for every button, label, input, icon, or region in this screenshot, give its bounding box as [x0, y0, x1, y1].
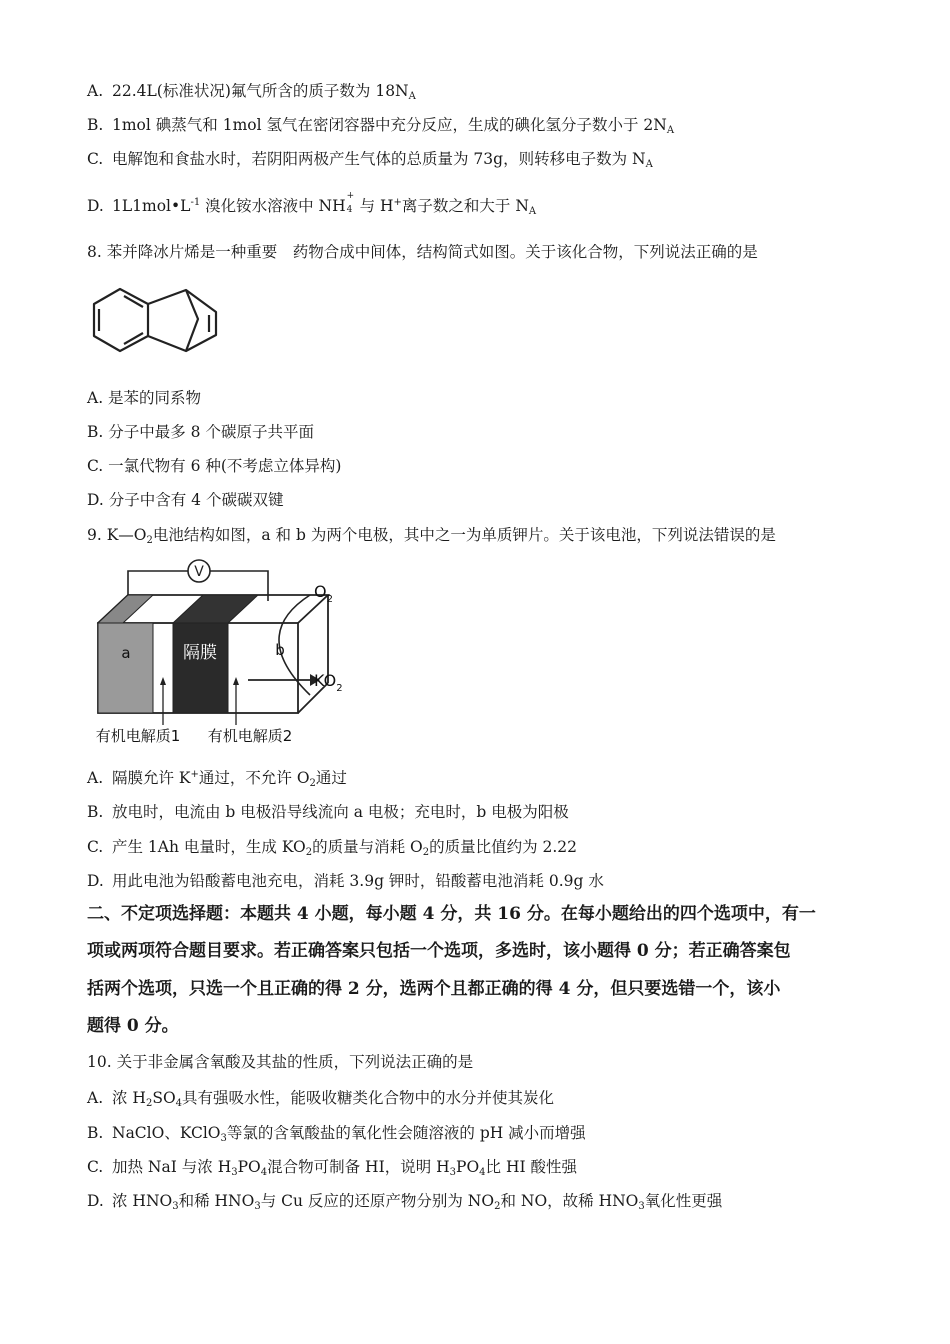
q10-option-c: C. 加热 NaI 与浓 $H_3PO_4$混合物可制备 HI，说明 $H_3PO_4$比 HI 酸性强: [87, 1158, 578, 1178]
option-label: D.: [87, 197, 104, 215]
q7-option-a: A. 22.4L(标准状况)氟气所含的质子数为 $18N_A$: [87, 82, 416, 102]
electrode-b-label: b: [275, 641, 285, 659]
svg-text:KO2: [314, 671, 343, 694]
bicyclic-ring: [148, 290, 216, 351]
electrode-a-label: a: [121, 644, 131, 662]
electrolyte1-label: 有机电解质1: [95, 727, 181, 745]
section2-line1: 二、不定项选择题：本题共 4 小题，每小题 4 分，共 16 分。在每小题给出的四个选项中，有一: [87, 904, 816, 924]
q9-option-c: C. 产生 1Ah 电量时，生成 $KO_2$的质量与消耗 $O_2$的质量比值约为 2.22: [87, 838, 578, 858]
q9-option-d: D. 用此电池为铅酸蓄电池充电，消耗 3.9g 钾时，铅酸蓄电池消耗 0.9g 水: [87, 872, 604, 890]
electrolyte2-label: 有机电解质2: [207, 727, 293, 745]
option-label: C.: [87, 838, 104, 856]
q8-option-c: C. 一氯代物有 6 种(不考虑立体异构): [87, 457, 342, 475]
svg-text:O2: [314, 582, 333, 605]
q7-option-d: D. $1L1mol•L^{-1}$ 溴化铵水溶液中 NH + 4 与 H+离子数之和大于 $N_A$: [87, 191, 537, 217]
option-label: B.: [87, 116, 104, 134]
section2-line3: 括两个选项，只选一个且正确的得 2 分，选两个且都正确的得 4 分，但只要选错一个，该小: [87, 979, 781, 999]
option-label: A.: [87, 769, 104, 787]
option-label: A.: [87, 1089, 104, 1107]
q8-option-a: A. 是苯的同系物: [87, 389, 202, 407]
q9-option-b: B. 放电时，电流由 b 电极沿导线流向 a 电极；充电时，b 电极为阳极: [87, 803, 569, 821]
electrode-a: [98, 623, 153, 713]
option-label: B.: [87, 803, 104, 821]
k-o2-battery-diagram: [88, 555, 358, 750]
benzonorbornadiene-structure: [88, 276, 228, 366]
q7-option-b: B. 1mol 碘蒸气和 1mol 氢气在密闭容器中充分反应，生成的碘化氢分子数小于 $2N_A$: [87, 116, 675, 136]
q9-option-a: A. 隔膜允许 K+通过，不允许 $O_2$通过: [87, 769, 347, 789]
q8-option-d: D. 分子中含有 4 个碳碳双键: [87, 491, 284, 509]
ko2-label: KO: [314, 671, 337, 690]
benzene-ring: [94, 289, 148, 351]
q10-option-a: A. 浓 $H_2SO_4$具有强吸水性，能吸收糖类化合物中的水分并使其炭化: [87, 1089, 555, 1109]
q8-option-b: B. 分子中最多 8 个碳原子共平面: [87, 423, 314, 441]
q9-stem: 9. $K—O_2$电池结构如图，a 和 b 为两个电极，其中之一为单质钾片。关于该电池，下列说法错误的是: [87, 526, 776, 546]
option-label: D.: [87, 872, 104, 890]
voltmeter-label: V: [194, 564, 204, 580]
membrane-label: 隔膜: [183, 643, 217, 663]
q8-stem: 8. 苯并降冰片烯是一种重要 药物合成中间体，结构简式如图。关于该化合物，下列说法正确的是: [87, 243, 758, 261]
methylene-bridge: [186, 290, 198, 351]
option-label: C.: [87, 1158, 104, 1176]
q10-option-d: D. 浓 $HNO_3$和稀 $HNO_3$与 Cu 反应的还原产物分别为 $NO_2$和 NO，故稀 $HNO_3$氧化性更强: [87, 1192, 723, 1212]
o2-subscript: 2: [326, 594, 333, 605]
membrane: [173, 623, 228, 713]
q10-stem: 10. 关于非金属含氧酸及其盐的性质，下列说法正确的是: [87, 1053, 474, 1071]
option-label: C.: [87, 150, 104, 168]
q7-option-c: C. 电解饱和食盐水时，若阴阳两极产生气体的总质量为 73g，则转移电子数为 $N_A$: [87, 150, 653, 170]
section2-line2: 项或两项符合题目要求。若正确答案只包括一个选项，多选时，该小题得 0 分；若正确答案包: [87, 941, 791, 961]
o2-label: O: [314, 582, 327, 601]
section2-line4: 题得 0 分。: [87, 1016, 179, 1036]
option-label: A.: [87, 82, 104, 100]
q10-option-b: B. NaClO、KClO$_3$等氯的含氧酸盐的氧化性会随溶液的 pH 减小而增强: [87, 1124, 586, 1144]
option-label: D.: [87, 1192, 104, 1210]
option-label: B.: [87, 1124, 104, 1142]
ko2-subscript: 2: [336, 683, 343, 694]
